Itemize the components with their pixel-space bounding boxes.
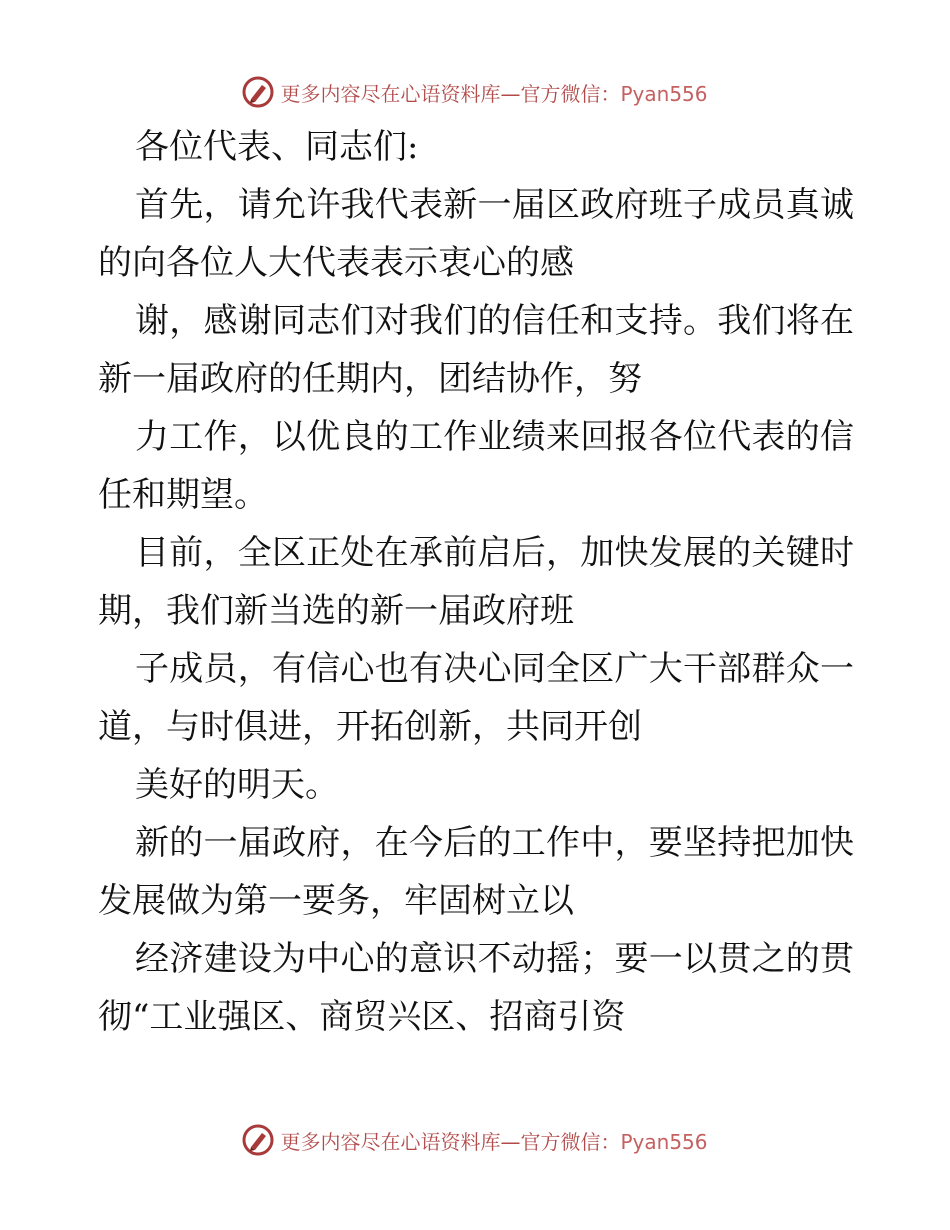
watermark-wechat-id: Pyan556 <box>620 81 708 106</box>
text-line: 发展做为第一要务，牢固树立以 <box>98 881 574 921</box>
watermark-text <box>280 1126 707 1155</box>
pen-logo-icon <box>242 76 274 108</box>
text-line: 彻“工业强区、商贸兴区、招商引资 <box>98 997 626 1037</box>
watermark-text <box>280 78 707 107</box>
text-line: 新一届政府的任期内，团结协作，努 <box>98 359 642 399</box>
watermark-label: 更多内容尽在心语资料库—官方微信： <box>280 1129 621 1154</box>
watermark-label: 更多内容尽在心语资料库—官方微信： <box>280 81 621 106</box>
watermark-wechat-id: Pyan556 <box>620 1129 708 1154</box>
text-line: 任和期望。 <box>98 475 268 515</box>
text-line: 经济建设为中心的意识不动摇；要一以贯之的贯 <box>135 939 854 979</box>
text-line: 首先，请允许我代表新一届区政府班子成员真诚 <box>135 185 854 225</box>
text-line: 力工作，以优良的工作业绩来回报各位代表的信 <box>135 417 854 457</box>
document-body <box>98 118 854 1046</box>
text-line: 新的一届政府，在今后的工作中，要坚持把加快 <box>135 823 854 863</box>
text-line: 道，与时俱进，开拓创新，共同开创 <box>98 707 642 747</box>
text-line: 子成员，有信心也有决心同全区广大干部群众一 <box>135 649 854 689</box>
text-line: 谢，感谢同志们对我们的信任和支持。我们将在 <box>135 301 854 341</box>
text-line: 期，我们新当选的新一届政府班 <box>98 591 574 631</box>
watermark-header <box>0 72 950 112</box>
text-line: 的向各位人大代表表示衷心的感 <box>98 243 574 283</box>
text-line: 目前，全区正处在承前启后，加快发展的关键时 <box>135 533 854 573</box>
salutation-line: 各位代表、同志们: <box>135 127 419 167</box>
text-line: 美好的明天。 <box>135 765 339 805</box>
pen-logo-icon <box>242 1124 274 1156</box>
watermark-footer <box>0 1120 950 1160</box>
